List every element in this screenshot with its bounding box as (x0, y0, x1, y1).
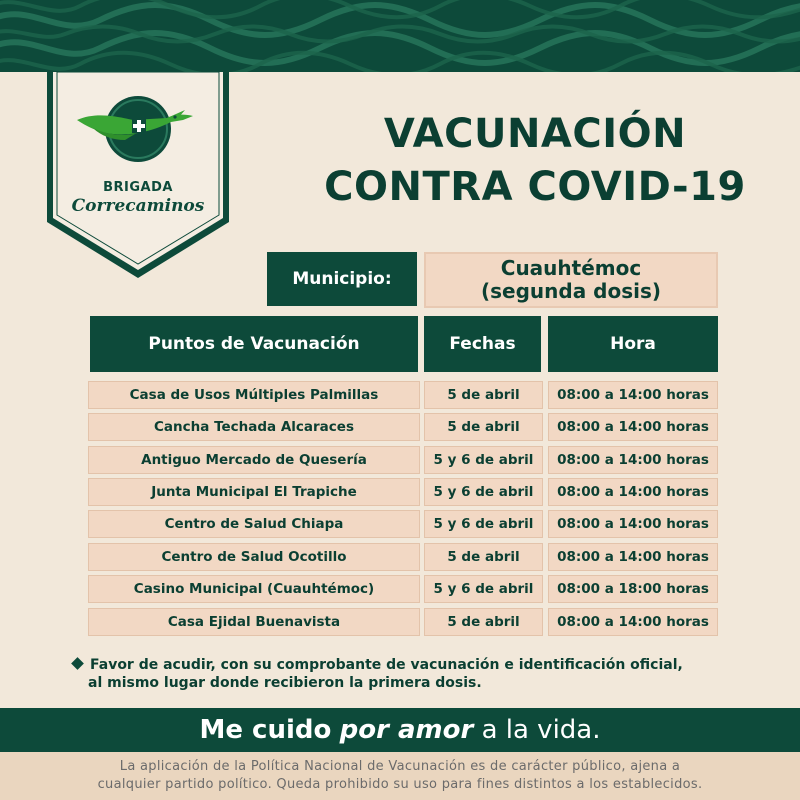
municipio-dose: (segunda dosis) (480, 279, 662, 303)
municipio-name: Cuauhtémoc (500, 256, 642, 280)
slogan-part-3: a la vida. (481, 715, 601, 745)
note-line-1: Favor de acudir, con su comprobante de vacunación e identificación oficial, (90, 657, 683, 673)
cell-fecha: 5 de abril (424, 543, 543, 571)
table-row (0, 381, 800, 409)
cell-fecha: 5 de abril (424, 608, 543, 636)
cell-hora: 08:00 a 14:00 horas (548, 413, 718, 441)
cell-punto: Junta Municipal El Trapiche (88, 478, 420, 506)
cell-punto: Centro de Salud Ocotillo (88, 543, 420, 571)
cross-icon (132, 119, 146, 133)
header-puntos: Puntos de Vacunación (90, 316, 418, 372)
cell-punto: Casa Ejidal Buenavista (88, 608, 420, 636)
footer-line-1: La aplicación de la Política Nacional de Vacunación es de carácter público, ajena a (119, 759, 681, 774)
brand-top-text: BRIGADA (103, 180, 173, 195)
cell-punto: Cancha Techada Alcaraces (88, 413, 420, 441)
table-row (0, 413, 800, 441)
brigada-correcaminos-logo (75, 90, 201, 170)
cell-hora: 08:00 a 14:00 horas (548, 543, 718, 571)
table-row (0, 543, 800, 571)
note-line-2: al mismo lugar donde recibieron la primera dosis. (88, 675, 482, 691)
table-row (0, 510, 800, 538)
cell-hora: 08:00 a 18:00 horas (548, 575, 718, 603)
cell-punto: Casino Municipal (Cuauhtémoc) (88, 575, 420, 603)
cell-fecha: 5 y 6 de abril (424, 575, 543, 603)
table-row (0, 575, 800, 603)
table-row (0, 446, 800, 474)
cell-hora: 08:00 a 14:00 horas (548, 381, 718, 409)
cell-fecha: 5 y 6 de abril (424, 478, 543, 506)
cell-hora: 08:00 a 14:00 horas (548, 478, 718, 506)
diamond-bullet-icon (71, 657, 84, 670)
brand-bottom-text: Correcaminos (71, 196, 205, 216)
footer-line-2: cualquier partido político. Queda prohibido su uso para fines distintos a los establecidos. (97, 777, 703, 792)
title-line-1: VACUNACIÓN (383, 111, 687, 157)
decorative-pattern (0, 0, 800, 72)
header-fechas: Fechas (424, 316, 541, 372)
legal-footer (0, 752, 800, 800)
page-title (290, 108, 780, 214)
cell-hora: 08:00 a 14:00 horas (548, 446, 718, 474)
table-row (0, 608, 800, 636)
cell-hora: 08:00 a 14:00 horas (548, 510, 718, 538)
cell-fecha: 5 y 6 de abril (424, 446, 543, 474)
cell-hora: 08:00 a 14:00 horas (548, 608, 718, 636)
header-hora: Hora (548, 316, 718, 372)
slogan-part-1: Me cuido (199, 715, 332, 745)
cell-punto: Antiguo Mercado de Quesería (88, 446, 420, 474)
brigada-badge (45, 72, 231, 280)
top-pattern-band (0, 0, 800, 72)
municipio-value (424, 252, 718, 308)
municipio-label: Municipio: (267, 252, 417, 306)
cell-fecha: 5 y 6 de abril (424, 510, 543, 538)
title-line-2: CONTRA COVID-19 (324, 164, 746, 210)
cell-punto: Casa de Usos Múltiples Palmillas (88, 381, 420, 409)
table-row (0, 478, 800, 506)
cell-fecha: 5 de abril (424, 381, 543, 409)
slogan-part-2: por amor (339, 715, 474, 745)
slogan-bar (0, 708, 800, 752)
cell-fecha: 5 de abril (424, 413, 543, 441)
instruction-note (72, 656, 772, 692)
cell-punto: Centro de Salud Chiapa (88, 510, 420, 538)
